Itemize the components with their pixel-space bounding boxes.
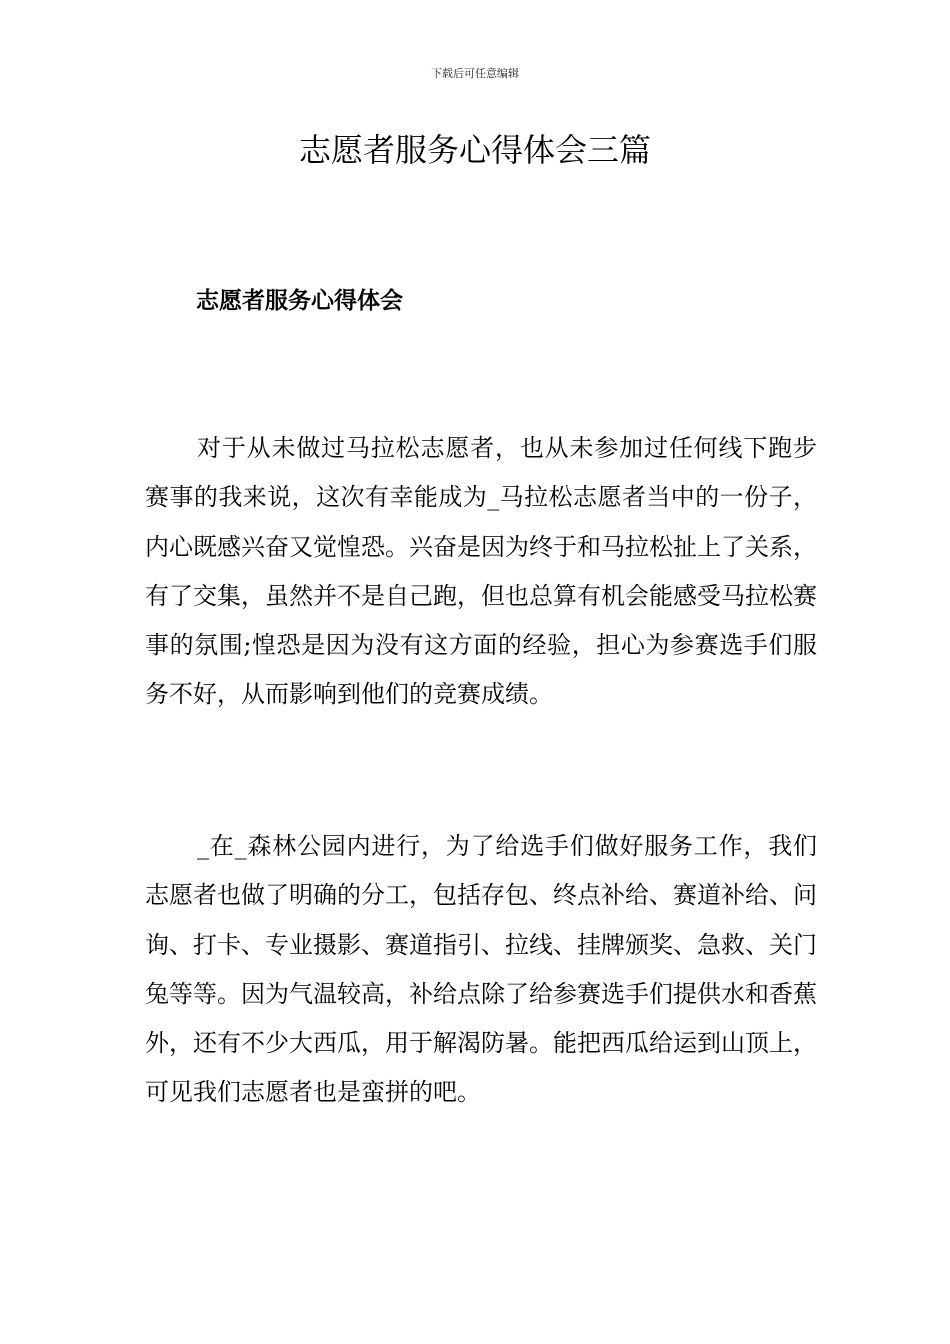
header-note: 下载后可任意编辑 xyxy=(431,67,519,80)
section-heading: 志愿者服务心得体会 xyxy=(196,287,403,314)
document-title: 志愿者服务心得体会三篇 xyxy=(298,131,651,169)
body-paragraph-2: _在_森林公园内进行，为了给选手们做好服务工作，我们志愿者也做了明确的分工，包括存包、终点补给、赛道补给、问询、打卡、专业摄影、赛道指引、拉线、挂牌颁奖、急救、关门兔等等。因为气温较高，补给点除了给参赛选手们提供水和香蕉外，还有不少大西瓜，用于解渴防暑。能把西瓜给运到山顶上，可见我们志愿者也是蛮拼的吧。 xyxy=(145,832,817,1107)
body-paragraph-1: 对于从未做过马拉松志愿者，也从未参加过任何线下跑步赛事的我来说，这次有幸能成为_马拉松志愿者当中的一份子，内心既感兴奋又觉惶恐。兴奋是因为终于和马拉松扯上了关系，有了交集，虽然并不是自己跑，但也总算有机会能感受马拉松赛事的氛围;惶恐是因为没有这方面的经验，担心为参赛选手们服务不好，从而影响到他们的竞赛成绩。 xyxy=(145,434,817,709)
